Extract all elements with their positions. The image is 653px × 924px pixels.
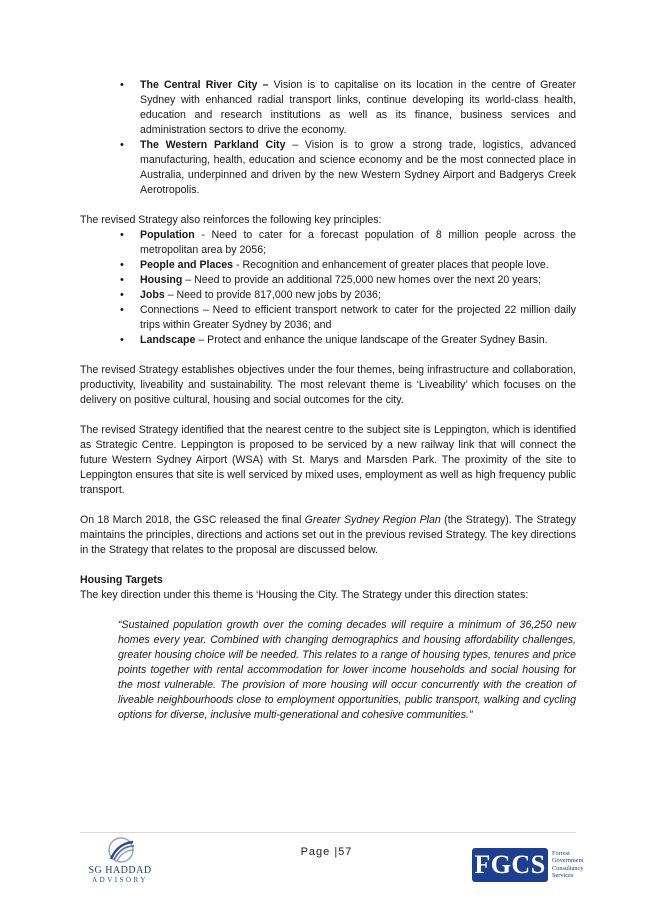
list-item: • Landscape – Protect and enhance the unique landscape of the Greater Sydney Basin. [140, 333, 576, 348]
paragraph-leppington: The revised Strategy identified that the nearest centre to the subject site is Leppington, which is identified as Strategic Centre. Leppington is proposed to be serviced by a new railway link that will connect the future Western Sydney Airport (WSA) with St. Marys and Marsden Park. The proximity of the site to Leppington ensures that site is well serviced by mixed uses, employment as well as high frequency public transport. [80, 424, 576, 496]
logo-swoosh-icon [106, 837, 136, 863]
list-item: • Population - Need to cater for a forecast population of 8 million people across the metropolitan area by 2056; [140, 228, 576, 258]
list-item: • Jobs – Need to provide 817,000 new jobs by 2036; [140, 288, 576, 303]
list-item: • People and Places - Recognition and enhancement of greater places that people love. [140, 258, 576, 273]
list-item: • Housing – Need to provide an additional 725,000 new homes over the next 20 years; [140, 273, 576, 288]
footer-divider [80, 832, 576, 833]
logo-subtitle: ADVISORY [92, 876, 148, 884]
sg-haddad-logo [80, 835, 160, 890]
housing-intro: The key direction under this theme is ‘Housing the City. The Strategy under this direction states: [80, 589, 529, 601]
principles-intro: The revised Strategy also reinforces the following key principles: [80, 214, 382, 226]
block-quote: “Sustained population growth over the coming decades will require a minimum of 36,250 new homes every year. Combined with changing demographics and housing affordability challenges, greater housing choice will be needed. This relates to a range of housing types, tenures and price points together with rental accommodation for lower income households and social housing for the most vulnerable. The provision of more housing will occur concurrently with the creation of liveable neighbourhoods close to employment opportunities, public transport, walking and cycling options for diverse, inclusive multi-generational and cohesive communities.” [118, 619, 576, 721]
list-item: • The Central River City – Vision is to capitalise on its location in the centre of Greater Sydney with enhanced radial transport links, continue developing its world-class health, education and research institutions as well as its finance, business services and administration sectors to drive the economy. [140, 78, 576, 138]
logo-name: SG HADDAD [88, 865, 152, 876]
fgcs-logo-box: FGCS [472, 848, 548, 882]
page-body [80, 78, 576, 723]
list-item: • Connections – Need to efficient transport network to cater for the projected 22 million daily trips within Greater Sydney by 2036; and [140, 303, 576, 333]
list-item: • The Western Parkland City – Vision is to grow a strong trade, logistics, advanced manufacturing, health, education and science economy and be the most connected place in Australia, underpinned and driven by the new Western Sydney Airport and Badgerys Creek Aerotropolis. [140, 138, 576, 198]
paragraph-themes: The revised Strategy establishes objectives under the four themes, being infrastructure and collaboration, productivity, liveability and sustainability. The most relevant theme is ‘Liveability’ which focuses on the delivery on positive cultural, housing and social outcomes for the city. [80, 364, 576, 406]
paragraph-final-plan: On 18 March 2018, the GSC released the final Greater Sydney Region Plan (the Strategy). The Strategy maintains the principles, directions and actions set out in the previous revised Strategy. The key directions in the Strategy that relates to the proposal are discussed below. [80, 514, 577, 556]
section-heading: Housing Targets [80, 574, 163, 586]
fgcs-logo-text: Forrest Government Consultancy Services [552, 850, 584, 880]
principles-list [80, 228, 576, 348]
cities-list [80, 78, 576, 198]
page-number: Page |57 [300, 846, 353, 858]
fgcs-logo [472, 848, 592, 884]
